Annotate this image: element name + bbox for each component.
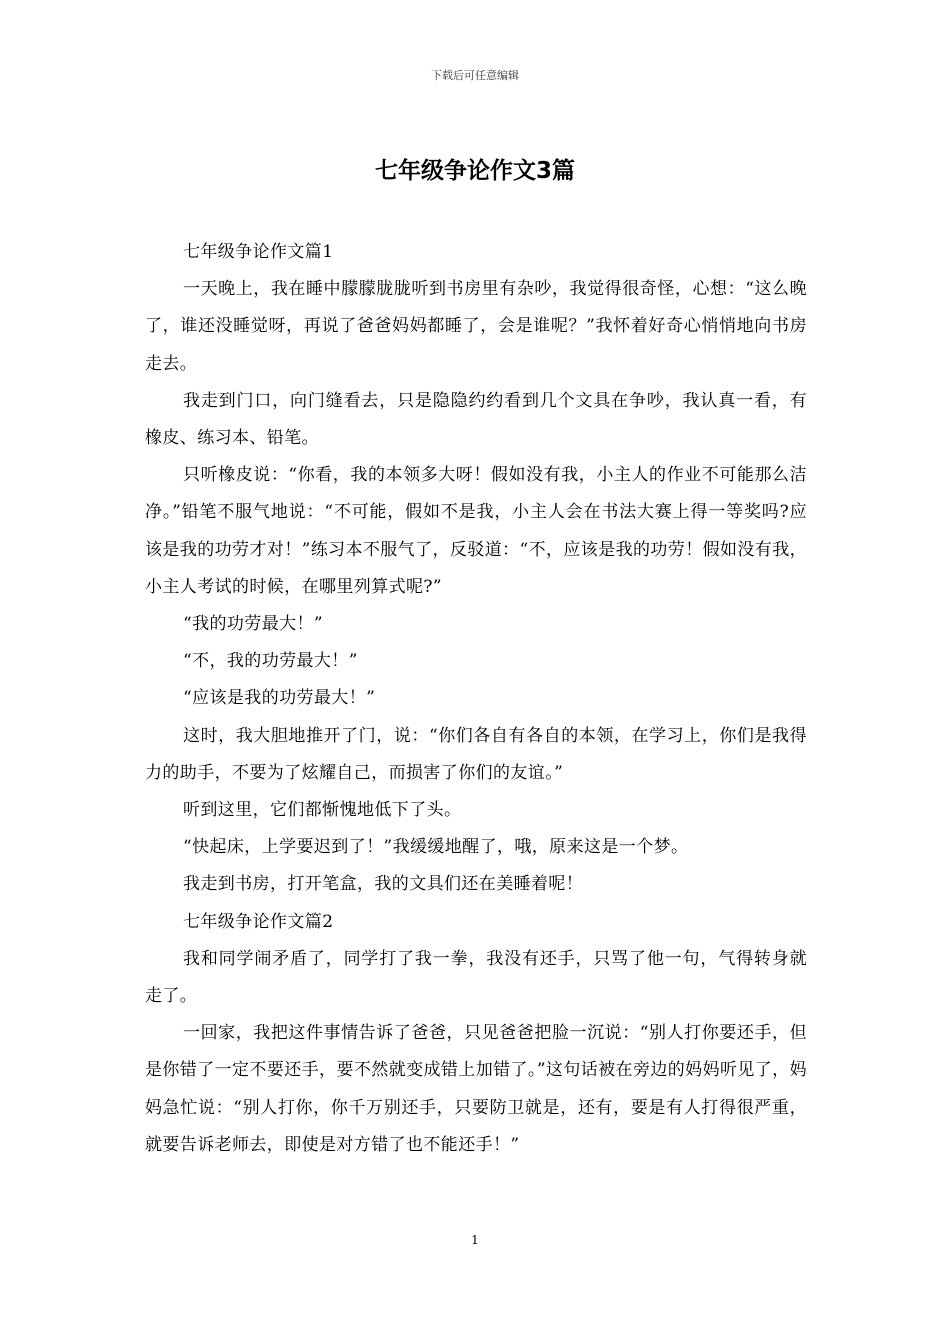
- section-heading-2: 七年级争论作文篇2: [183, 911, 334, 932]
- page-number: 1: [471, 1233, 479, 1247]
- paragraph: 我走到书房，打开笔盒，我的文具们还在美睡着呢！: [183, 874, 584, 895]
- document-title: 七年级争论作文3篇: [374, 158, 575, 184]
- paragraph: 听到这里，它们都惭愧地低下了头。: [183, 800, 462, 821]
- paragraph: 一天晚上，我在睡中朦朦胧胧听到书房里有杂吵，我觉得很奇怪，心想：“这么晚了，谁还没睡觉呀，再说了爸爸妈妈都睡了，会是谁呢？”我怀着好奇心悄悄地向书房走去。: [145, 279, 807, 374]
- page-header-note: 下载后可任意编辑: [431, 69, 519, 82]
- paragraph: 我走到门口，向门缝看去，只是隐隐约约看到几个文具在争吵，我认真一看，有橡皮、练习本、铅笔。: [145, 390, 807, 449]
- paragraph: 我和同学闹矛盾了，同学打了我一拳，我没有还手，只骂了他一句，气得转身就走了。: [145, 948, 807, 1007]
- paragraph: “我的功劳最大！”: [183, 614, 323, 635]
- paragraph: “应该是我的功劳最大！”: [183, 688, 376, 709]
- section-heading-1: 七年级争论作文篇1: [183, 242, 334, 262]
- document-body: [145, 234, 807, 1164]
- paragraph: 这时，我大胆地推开了门，说：“你们各自有各自的本领，在学习上，你们是我得力的助手，不要为了炫耀自己，而损害了你们的友谊。”: [145, 725, 807, 783]
- paragraph: 只听橡皮说：“你看，我的本领多大呀！假如没有我，小主人的作业不可能那么洁净。”铅笔不服气地说：“不可能，假如不是我，小主人会在书法大赛上得一等奖吗?应该是我的功劳才对！”练习本不服气了，反驳道：“不，应该是我的功劳！假如没有我，小主人考试的时候，在哪里列算式呢?”: [145, 465, 807, 597]
- paragraph: 一回家，我把这件事情告诉了爸爸，只见爸爸把脸一沉说：“别人打你要还手，但是你错了一定不要还手，要不然就变成错上加错了。”这句话被在旁边的妈妈听见了，妈妈急忙说：“别人打你，你千万别还手，只要防卫就是，还有，要是有人打得很严重，就要告诉老师去，即使是对方错了也不能还手！”: [145, 1023, 807, 1155]
- paragraph: “不，我的功劳最大！”: [183, 651, 358, 672]
- paragraph: “快起床，上学要迟到了！”我缓缓地醒了，哦，原来这是一个梦。: [183, 837, 689, 858]
